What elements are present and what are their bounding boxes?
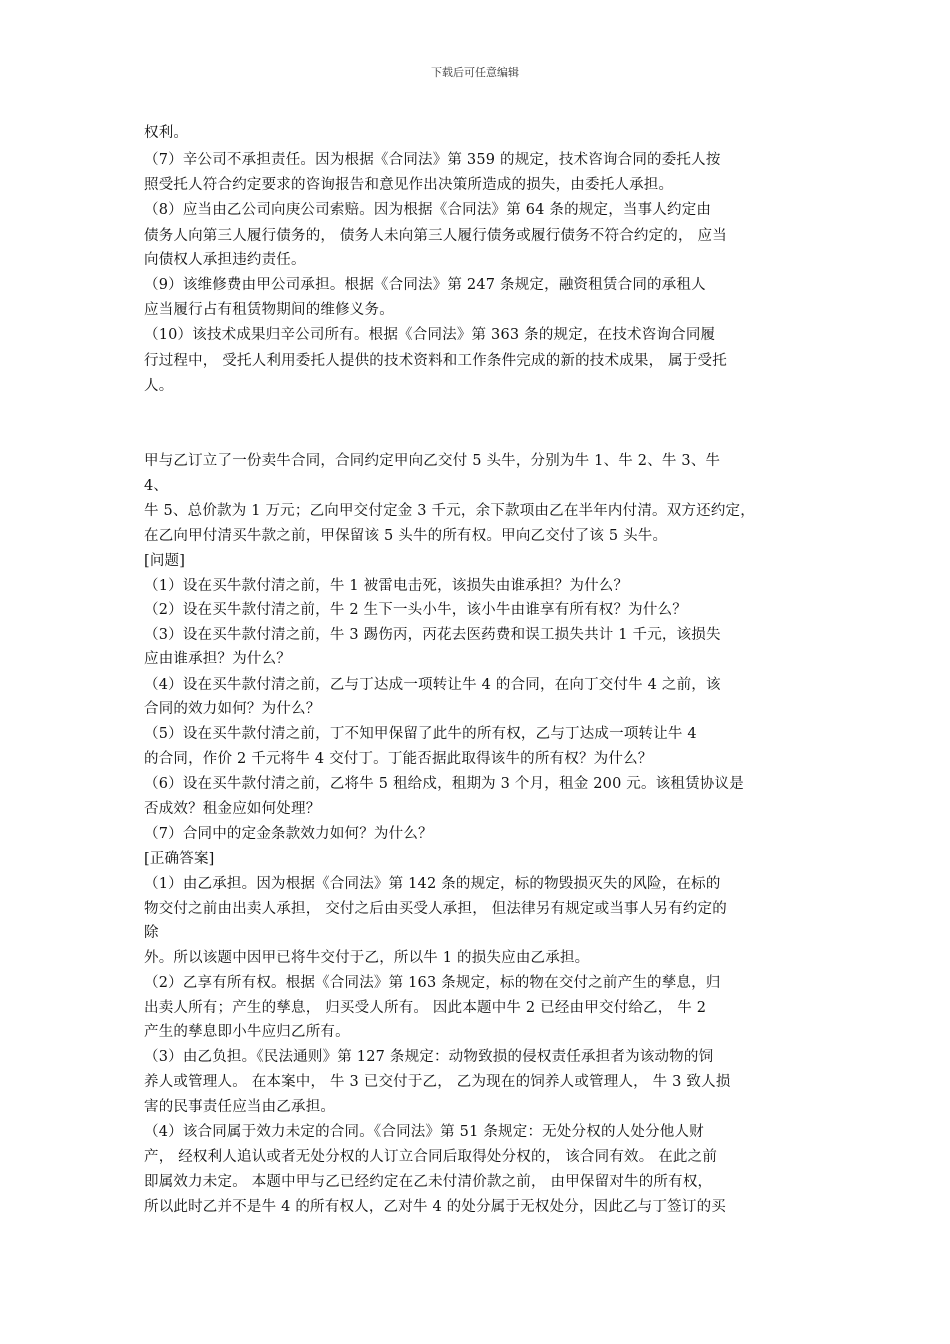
text-line: 向债权人承担违约责任。 — [144, 252, 306, 268]
text-line: （1）设在买牛款付清之前，牛 1 被雷电击死，该损失由谁承担？为什么？ — [144, 578, 629, 594]
text-line: 所以此时乙并不是牛 4 的所有权人，乙对牛 4 的处分属于无权处分，因此乙与丁签订的买 — [144, 1199, 726, 1215]
section-label: [问题] — [144, 553, 186, 569]
text-line: 权利。 — [144, 125, 189, 141]
text-line: 出卖人所有；产生的孳息， 归买受人所有。 因此本题中牛 2 已经由甲交付给乙， 牛 2 — [144, 1000, 707, 1016]
text-line: 行过程中， 受托人利用委托人提供的技术资料和工作条件完成的新的技术成果， 属于受托 — [144, 353, 727, 369]
text-line: （5）设在买牛款付清之前，丁不知甲保留了此牛的所有权，乙与丁达成一项转让牛 4 — [144, 726, 697, 742]
text-line: 害的民事责任应当由乙承担。 — [144, 1099, 336, 1115]
text-line: （2）设在买牛款付清之前，牛 2 生下一头小牛，该小牛由谁享有所有权？为什么？ — [144, 602, 687, 618]
text-line: 应当履行占有租赁物期间的维修义务。 — [144, 302, 394, 318]
text-line: 照受托人符合约定要求的咨询报告和意见作出决策所造成的损失，由委托人承担。 — [144, 177, 674, 193]
text-line: 即属效力未定。 本题中甲与乙已经约定在乙未付清价款之前， 由甲保留对牛的所有权， — [144, 1174, 713, 1190]
text-line: 除 — [144, 925, 159, 941]
text-line: 否成效？租金应如何处理？ — [144, 801, 321, 817]
text-line: 在乙向甲付清买牛款之前，甲保留该 5 头牛的所有权。甲向乙交付了该 5 头牛。 — [144, 528, 668, 544]
text-line: （4）该合同属于效力未定的合同。《合同法》第 51 条规定：无处分权的人处分他人财 — [144, 1124, 704, 1140]
text-line: 物交付之前由出卖人承担， 交付之后由买受人承担， 但法律另有规定或当事人另有约定的 — [144, 901, 727, 917]
text-line: 产， 经权利人追认或者无处分权的人订立合同后取得处分权的， 该合同有效。 在此之前 — [144, 1149, 718, 1165]
text-line: 的合同，作价 2 千元将牛 4 交付丁。丁能否据此取得该牛的所有权？为什么？ — [144, 751, 653, 767]
text-line: （8）应当由乙公司向庚公司索赔。因为根据《合同法》第 64 条的规定，当事人约定由 — [144, 202, 712, 218]
text-line: （4）设在买牛款付清之前，乙与丁达成一项转让牛 4 的合同，在向丁交付牛 4 之前，该 — [144, 677, 721, 693]
text-line: 4、 — [144, 478, 169, 494]
text-line: 债务人向第三人履行债务的， 债务人未向第三人履行债务或履行债务不符合约定的， 应当 — [144, 228, 727, 244]
text-line: （2）乙享有所有权。根据《合同法》第 163 条规定，标的物在交付之前产生的孳息，归 — [144, 975, 721, 991]
text-line: （6）设在买牛款付清之前，乙将牛 5 租给戍，租期为 3 个月，租金 200 元。该租赁协议是 — [144, 776, 744, 792]
text-line: 牛 5、总价款为 1 万元；乙向甲交付定金 3 千元，余下款项由乙在半年内付清。双方还约定， — [144, 503, 755, 519]
text-line: （3）由乙负担。《民法通则》第 127 条规定：动物致损的侵权责任承担者为该动物的饲 — [144, 1049, 714, 1065]
text-line: （3）设在买牛款付清之前，牛 3 踢伤丙，丙花去医药费和误工损失共计 1 千元，该损失 — [144, 627, 721, 643]
text-line: 外。所以该题中因甲已将牛交付于乙，所以牛 1 的损失应由乙承担。 — [144, 950, 590, 966]
text-line: 甲与乙订立了一份卖牛合同，合同约定甲向乙交付 5 头牛，分别为牛 1、牛 2、牛 3、牛 — [144, 453, 721, 469]
text-line: 产生的孳息即小牛应归乙所有。 — [144, 1024, 350, 1040]
text-line: （9）该维修费由甲公司承担。根据《合同法》第 247 条规定，融资租赁合同的承租人 — [144, 277, 706, 293]
text-line: （7）辛公司不承担责任。因为根据《合同法》第 359 的规定，技术咨询合同的委托人按 — [144, 152, 721, 168]
text-line: 人。 — [144, 378, 174, 394]
section-label: [正确答案] — [144, 851, 215, 867]
text-line: （10）该技术成果归辛公司所有。根据《合同法》第 363 条的规定，在技术咨询合同履 — [144, 327, 716, 343]
text-line: （1）由乙承担。因为根据《合同法》第 142 条的规定，标的物毁损灭失的风险，在标的 — [144, 876, 721, 892]
text-line: （7）合同中的定金条款效力如何？为什么？ — [144, 826, 433, 842]
text-line: 养人或管理人。 在本案中， 牛 3 已交付于乙， 乙为现在的饲养人或管理人， 牛 3 致人损 — [144, 1074, 731, 1090]
text-line: 合同的效力如何？为什么？ — [144, 701, 321, 717]
page-header: 下载后可任意编辑 — [431, 66, 519, 79]
text-line: 应由谁承担？为什么？ — [144, 651, 291, 667]
